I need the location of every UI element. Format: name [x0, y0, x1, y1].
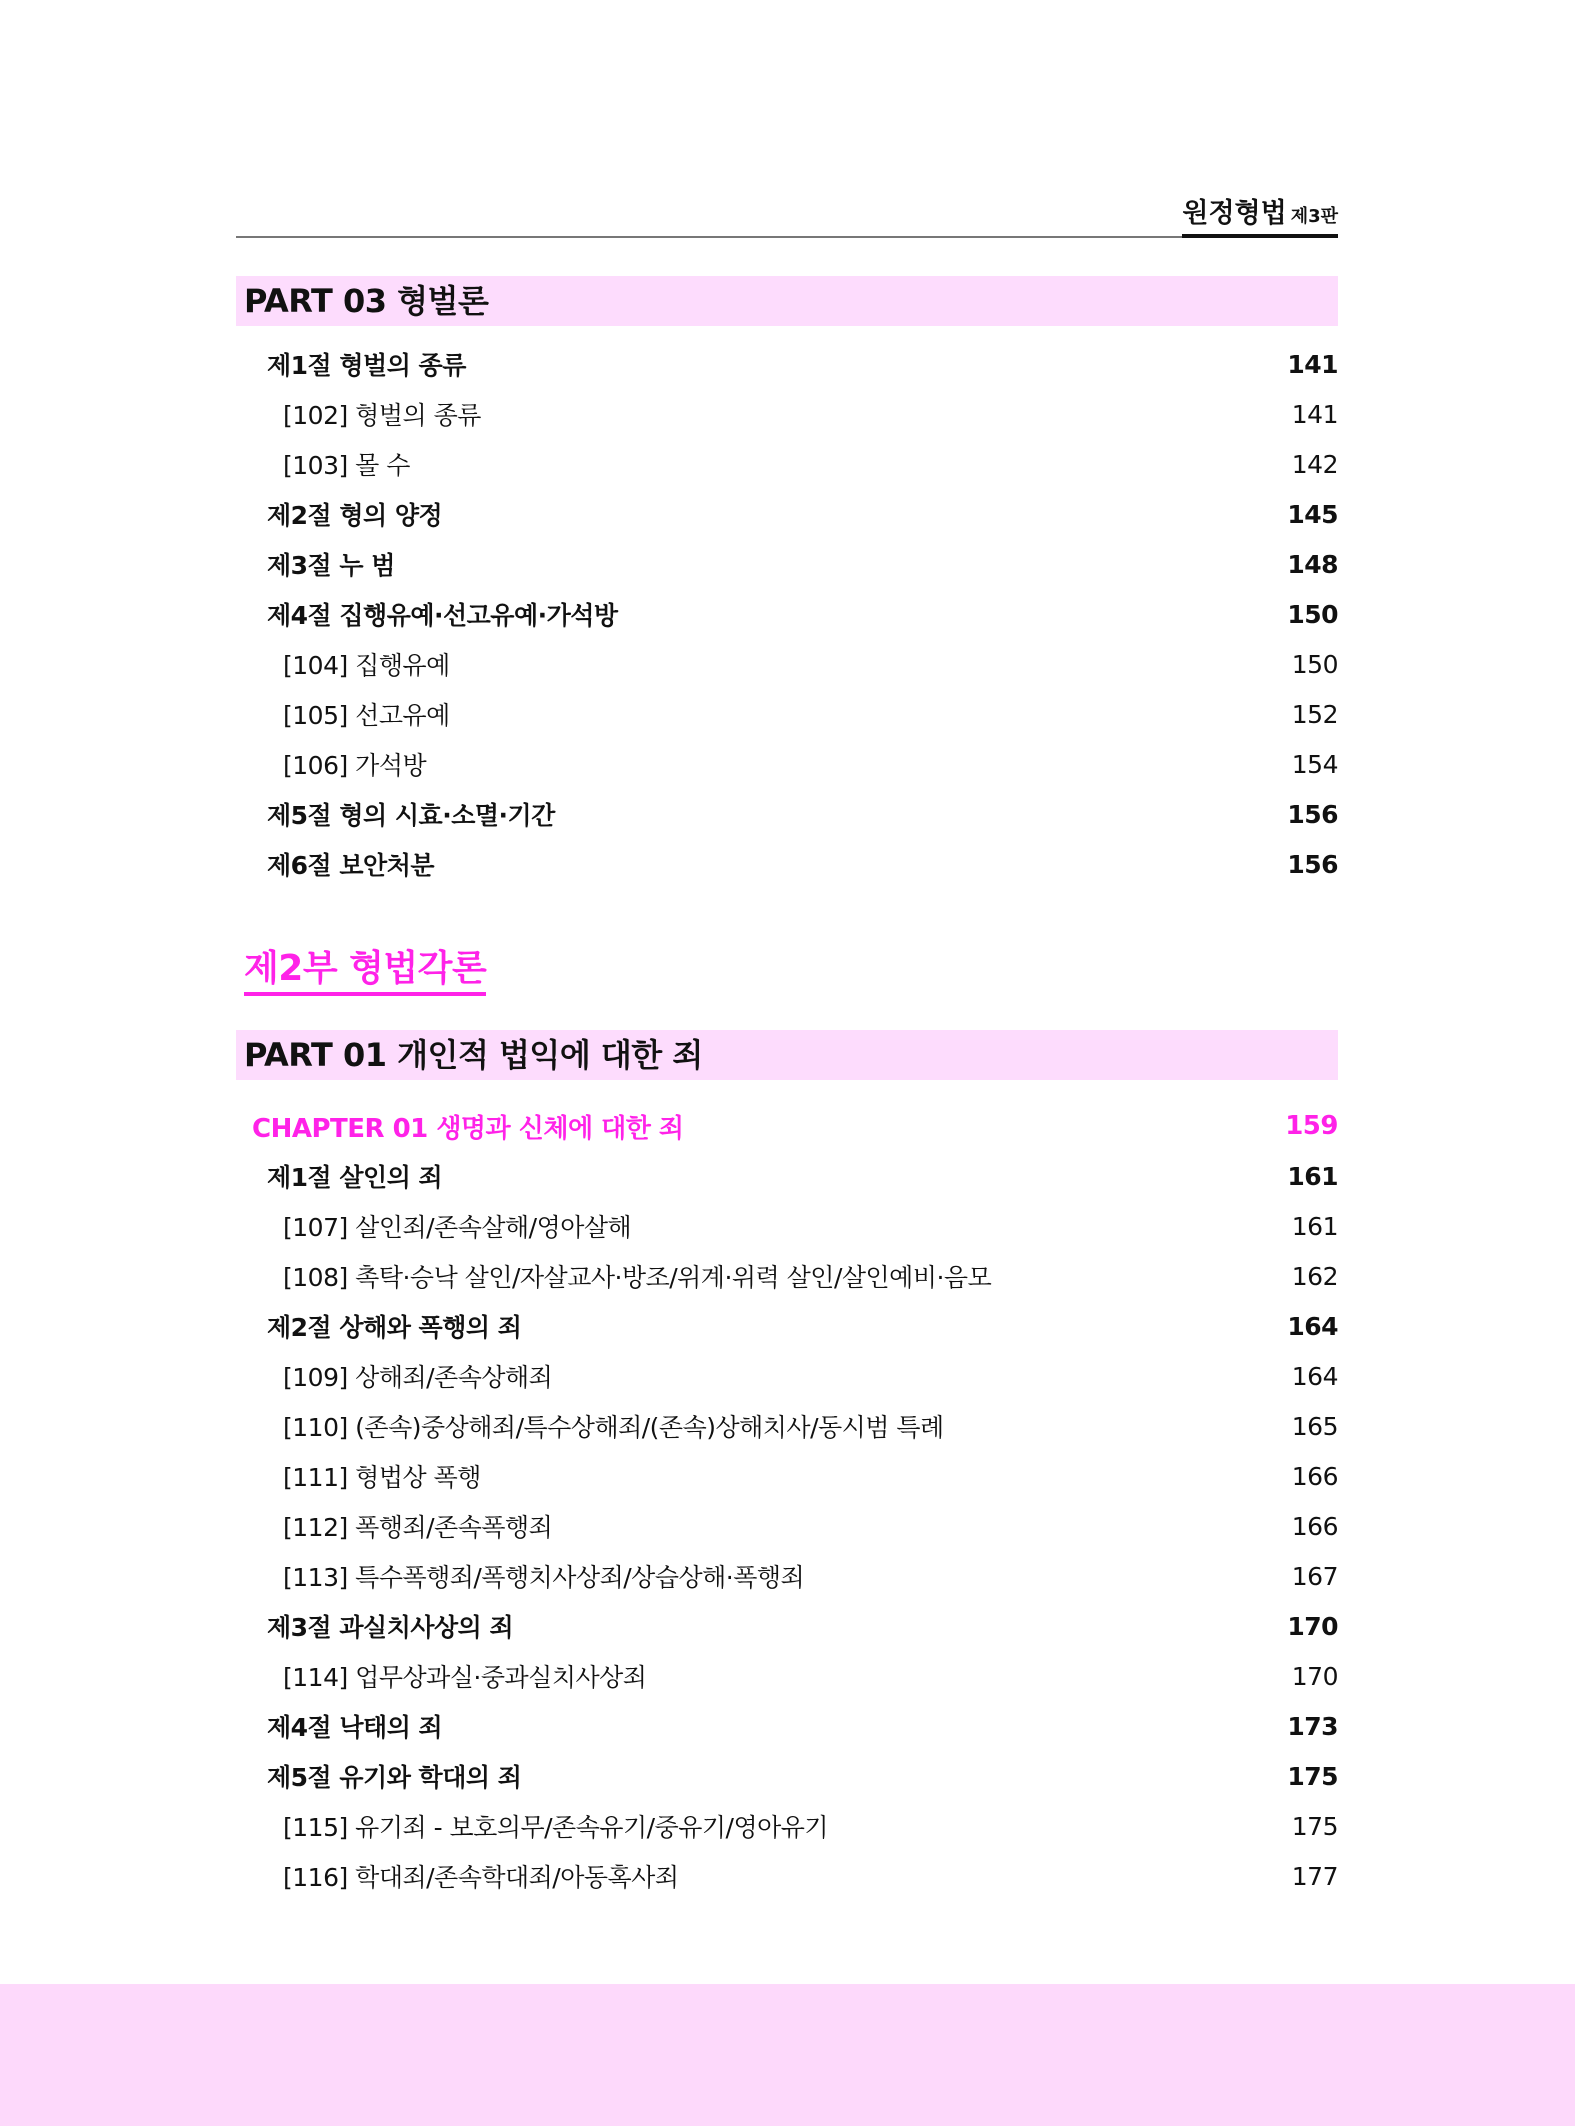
toc-entry-label: 제2절 형의 양정: [267, 501, 443, 530]
toc-entry-page: 170: [1287, 1611, 1338, 1641]
toc-entry-page: 141: [1287, 349, 1338, 379]
toc-entry-page: 164: [1287, 1311, 1338, 1341]
toc-entry-label: [103] 몰 수: [283, 451, 410, 480]
toc-entry-page: 145: [1287, 499, 1338, 529]
toc-entry-page: 161: [1287, 1161, 1338, 1191]
toc-entry-label: 제4절 낙태의 죄: [267, 1713, 443, 1742]
toc-entry-label: [109] 상해죄/존속상해죄: [283, 1363, 553, 1392]
toc-entry-label: 제5절 유기와 학대의 죄: [267, 1763, 522, 1792]
toc-entry-label: 제5절 형의 시효·소멸·기간: [267, 801, 555, 830]
toc-item-entry[interactable]: [236, 439, 1338, 489]
toc-item-entry[interactable]: [236, 739, 1338, 789]
toc-entry-label: 제2절 상해와 폭행의 죄: [267, 1313, 522, 1342]
toc-section-entry[interactable]: [236, 1301, 1338, 1351]
toc-entry-page: 170: [1291, 1661, 1338, 1691]
toc-entry-label: [104] 집행유예: [283, 651, 450, 680]
toc-entry-page: 142: [1291, 449, 1338, 479]
toc-entry-label: 제1절 살인의 죄: [267, 1163, 443, 1192]
toc-entry-page: 175: [1287, 1761, 1338, 1791]
chapter-page: 159: [1285, 1111, 1338, 1141]
toc-entry-page: 141: [1291, 399, 1338, 429]
edition-label: 제3판: [1290, 206, 1338, 227]
toc-entry-page: 175: [1291, 1811, 1338, 1841]
toc-entry-page: 152: [1291, 699, 1338, 729]
toc-entry-label: 제3절 과실치사상의 죄: [267, 1613, 514, 1642]
toc-entry-label: [107] 살인죄/존속살해/영아살해: [283, 1213, 632, 1242]
part-03-heading: PART 03 형벌론: [236, 276, 1338, 326]
toc-entry-page: 162: [1291, 1261, 1338, 1291]
toc-entry-page: 161: [1291, 1211, 1338, 1241]
toc-entry-page: 164: [1291, 1361, 1338, 1391]
toc-entry-label: [111] 형법상 폭행: [283, 1463, 481, 1492]
toc-entry-page: 156: [1287, 849, 1338, 879]
toc-entry-label: 제6절 보안처분: [267, 851, 434, 880]
toc-entry-label: [113] 특수폭행죄/폭행치사상죄/상습상해·폭행죄: [283, 1563, 805, 1592]
toc-entry-label: [112] 폭행죄/존속폭행죄: [283, 1513, 553, 1542]
toc-item-entry[interactable]: [236, 639, 1338, 689]
toc-item-entry[interactable]: [236, 1501, 1338, 1551]
toc-entry-label: [116] 학대죄/존속학대죄/아동혹사죄: [283, 1863, 679, 1892]
toc-entry-label: [110] (존속)중상해죄/특수상해죄/(존속)상해치사/동시범 특례: [283, 1413, 944, 1442]
toc-entry-label: [115] 유기죄 - 보호의무/존속유기/중유기/영아유기: [283, 1813, 829, 1842]
toc-section-entry[interactable]: [236, 1151, 1338, 1201]
toc-entry-page: 173: [1287, 1711, 1338, 1741]
toc-section-entry[interactable]: [236, 839, 1338, 889]
toc-entry-label: [106] 가석방: [283, 751, 427, 780]
toc-item-entry[interactable]: [236, 1651, 1338, 1701]
toc-entry-page: 148: [1287, 549, 1338, 579]
chapter-01-entry[interactable]: [236, 1101, 1338, 1151]
toc-entry-label: [105] 선고유예: [283, 701, 450, 730]
toc-entry-label: 제1절 형벌의 종류: [267, 351, 466, 380]
toc-entry-page: 165: [1291, 1411, 1338, 1441]
toc-item-entry[interactable]: [236, 1451, 1338, 1501]
toc-section-entry[interactable]: [236, 1751, 1338, 1801]
toc-section-entry[interactable]: [236, 1701, 1338, 1751]
toc-entry-label: 제3절 누 범: [267, 551, 395, 580]
toc-entry-page: 177: [1291, 1861, 1338, 1891]
toc-entry-page: 156: [1287, 799, 1338, 829]
toc-entry-page: 166: [1291, 1511, 1338, 1541]
running-header: [236, 186, 1338, 238]
toc-section-entry[interactable]: [236, 589, 1338, 639]
toc-item-entry[interactable]: [236, 1351, 1338, 1401]
chapter-label: CHAPTER 01 생명과 신체에 대한 죄: [252, 1113, 684, 1144]
book-part-heading: 제2부 형법각론: [244, 948, 486, 996]
toc-item-entry[interactable]: [236, 1401, 1338, 1451]
toc-item-entry[interactable]: [236, 1551, 1338, 1601]
book-title-text: 원정형법: [1182, 198, 1287, 229]
part-03-toc: [236, 339, 1338, 889]
toc-section-entry[interactable]: [236, 489, 1338, 539]
toc-section-entry[interactable]: [236, 789, 1338, 839]
toc-item-entry[interactable]: [236, 1251, 1338, 1301]
part-01-heading: PART 01 개인적 법익에 대한 죄: [236, 1030, 1338, 1080]
book-title: [1182, 191, 1338, 238]
toc-entry-page: 150: [1291, 649, 1338, 679]
toc-entry-page: 166: [1291, 1461, 1338, 1491]
toc-entry-page: 167: [1291, 1561, 1338, 1591]
part-01-toc: [236, 1101, 1338, 1901]
toc-entry-label: 제4절 집행유예·선고유예·가석방: [267, 601, 618, 630]
toc-section-entry[interactable]: [236, 539, 1338, 589]
toc-section-entry[interactable]: [236, 1601, 1338, 1651]
toc-section-entry[interactable]: [236, 339, 1338, 389]
toc-item-entry[interactable]: [236, 1851, 1338, 1901]
toc-entry-page: 154: [1291, 749, 1338, 779]
toc-item-entry[interactable]: [236, 1801, 1338, 1851]
toc-item-entry[interactable]: [236, 389, 1338, 439]
toc-item-entry[interactable]: [236, 1201, 1338, 1251]
toc-item-entry[interactable]: [236, 689, 1338, 739]
toc-entry-label: [108] 촉탁·승낙 살인/자살교사·방조/위계·위력 살인/살인예비·음모: [283, 1263, 992, 1292]
toc-entry-label: [114] 업무상과실·중과실치사상죄: [283, 1663, 647, 1692]
toc-entry-label: [102] 형벌의 종류: [283, 401, 481, 430]
toc-entry-page: 150: [1287, 599, 1338, 629]
footer-band: [0, 1984, 1575, 2126]
